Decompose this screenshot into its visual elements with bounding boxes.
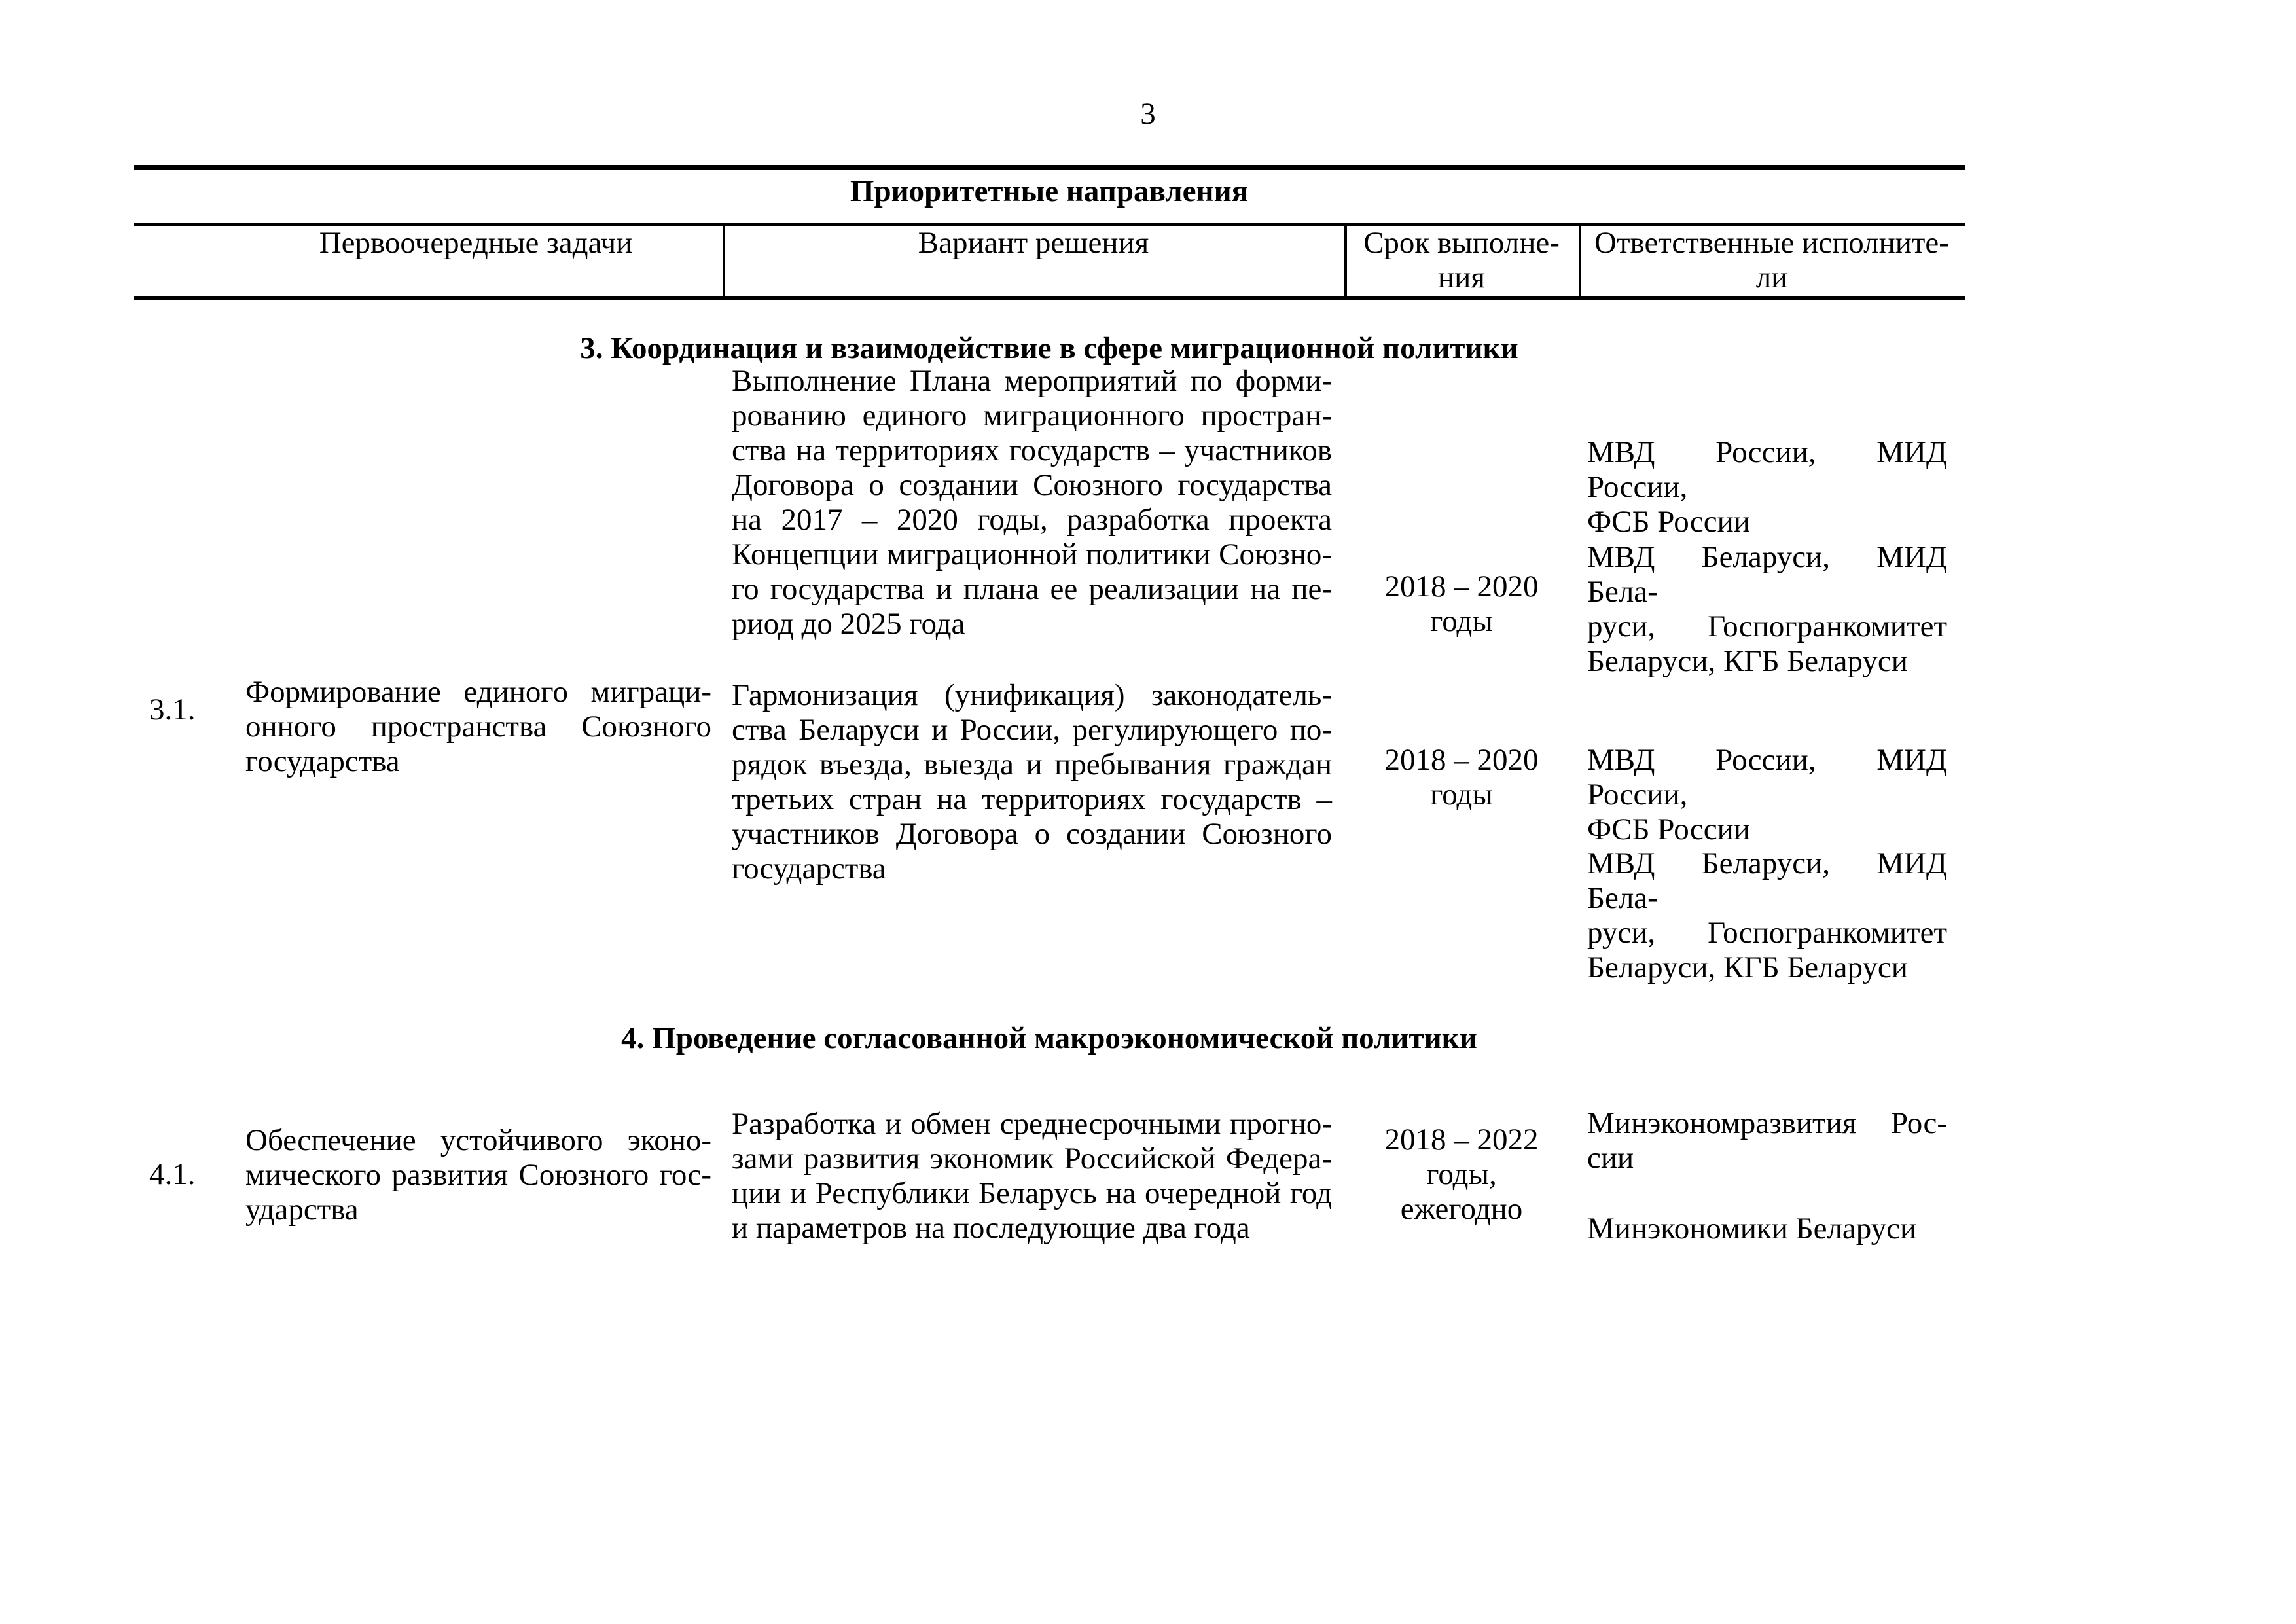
column-header-tasks: Первоочередные задачи [319, 226, 633, 260]
column-header-deadline [1344, 226, 1579, 295]
text-line: МВД России, МИД России, [1587, 743, 1947, 812]
executors-russia-3-1-a [1587, 435, 1947, 539]
text-line: рованию единого миграционного простран- [732, 399, 1332, 433]
executors-belarus-3-1-b [1587, 846, 1947, 985]
executors-russia-4-1 [1587, 1106, 1947, 1176]
table-header-bottom-border [134, 296, 1965, 300]
text-line: годы [1430, 778, 1493, 812]
text-line: ства Беларуси и России, регулирующего по- [732, 713, 1332, 747]
text-line: мического развития Союзного гос- [245, 1158, 711, 1192]
text-line: Минэкономики Беларуси [1587, 1212, 1917, 1246]
executors-belarus-3-1-a [1587, 540, 1947, 679]
text-line: Ответственные исполните- [1594, 226, 1949, 260]
task-text-3-1 [245, 675, 711, 779]
text-line: на 2017 – 2020 годы, разработка проекта [732, 503, 1332, 537]
page-number: 3 [1140, 97, 1156, 131]
text-line: Выполнение Плана мероприятий по форми- [732, 364, 1332, 398]
text-line: рядок въезда, выезда и пребывания граждан [732, 748, 1332, 782]
text-line: ства на территориях государств – участников [732, 433, 1332, 467]
text-line: зами развития экономик Российской Федера- [732, 1142, 1332, 1176]
text-line: ции и Республики Беларусь на очередной год [732, 1176, 1332, 1210]
text-line: риод до 2025 года [732, 607, 965, 641]
text-line: Минэкономразвития Рос- [1587, 1106, 1947, 1140]
text-line: Концепции миграционной политики Союзно- [732, 537, 1332, 571]
text-line: ФСБ России [1587, 505, 1750, 539]
section-3-heading: 3. Координация и взаимодействие в сфере миграционной политики [580, 331, 1518, 365]
text-line: онного пространства Союзного [245, 710, 711, 744]
section-4-heading: 4. Проведение согласованной макроэкономической политики [621, 1021, 1477, 1055]
text-line: ния [1438, 261, 1485, 295]
text-line: ударства [245, 1193, 359, 1227]
text-line: 2018 – 2020 [1384, 569, 1539, 604]
text-line: Гармонизация (унификация) законодатель- [732, 678, 1332, 712]
executors-belarus-4-1 [1587, 1212, 1947, 1246]
text-line: Разработка и обмен среднесрочными прогно- [732, 1107, 1332, 1141]
text-line: 2018 – 2022 [1384, 1123, 1539, 1157]
text-line: Формирование единого миграци- [245, 675, 711, 709]
table-title: Приоритетные направления [850, 174, 1249, 208]
solution-text-3-1-a [732, 364, 1332, 641]
deadline-3-1-b [1344, 743, 1579, 812]
text-line: сии [1587, 1141, 1634, 1175]
text-line: Беларуси, КГБ Беларуси [1587, 644, 1908, 678]
column-header-solution: Вариант решения [918, 226, 1149, 260]
text-line: 2018 – 2020 [1384, 743, 1539, 777]
text-line: Беларуси, КГБ Беларуси [1587, 950, 1908, 984]
table-top-border [134, 165, 1965, 170]
text-line: государства [245, 744, 400, 778]
row-number-4-1: 4.1. [149, 1157, 196, 1191]
solution-text-4-1 [732, 1107, 1332, 1246]
column-header-executors [1579, 226, 1965, 295]
text-line: МВД Беларуси, МИД Бела- [1587, 846, 1947, 915]
solution-text-3-1-b [732, 678, 1332, 886]
text-line: Срок выполне- [1363, 226, 1560, 260]
text-line: государства [732, 852, 886, 886]
task-text-4-1 [245, 1123, 711, 1227]
text-line: и параметров на последующие два года [732, 1211, 1250, 1245]
text-line: ли [1755, 261, 1788, 295]
executors-russia-3-1-b [1587, 743, 1947, 847]
text-line: руси, Госпогранкомитет [1587, 916, 1947, 950]
text-line: МВД Беларуси, МИД Бела- [1587, 540, 1947, 609]
text-line: МВД России, МИД России, [1587, 435, 1947, 504]
text-line: участников Договора о создании Союзного [732, 817, 1332, 851]
text-line: Обеспечение устойчивого эконо- [245, 1123, 711, 1157]
text-line: годы [1430, 604, 1493, 638]
row-number-3-1: 3.1. [149, 693, 196, 727]
text-line: ФСБ России [1587, 812, 1750, 846]
text-line: Договора о создании Союзного государства [732, 468, 1332, 502]
text-line: третьих стран на территориях государств – [732, 782, 1332, 816]
text-line: годы, [1426, 1157, 1497, 1191]
deadline-4-1 [1344, 1123, 1579, 1227]
deadline-3-1-a [1344, 569, 1579, 639]
text-line: ежегодно [1400, 1192, 1523, 1226]
text-line: го государства и плана ее реализации на пе- [732, 572, 1332, 606]
text-line: руси, Госпогранкомитет [1587, 609, 1947, 643]
